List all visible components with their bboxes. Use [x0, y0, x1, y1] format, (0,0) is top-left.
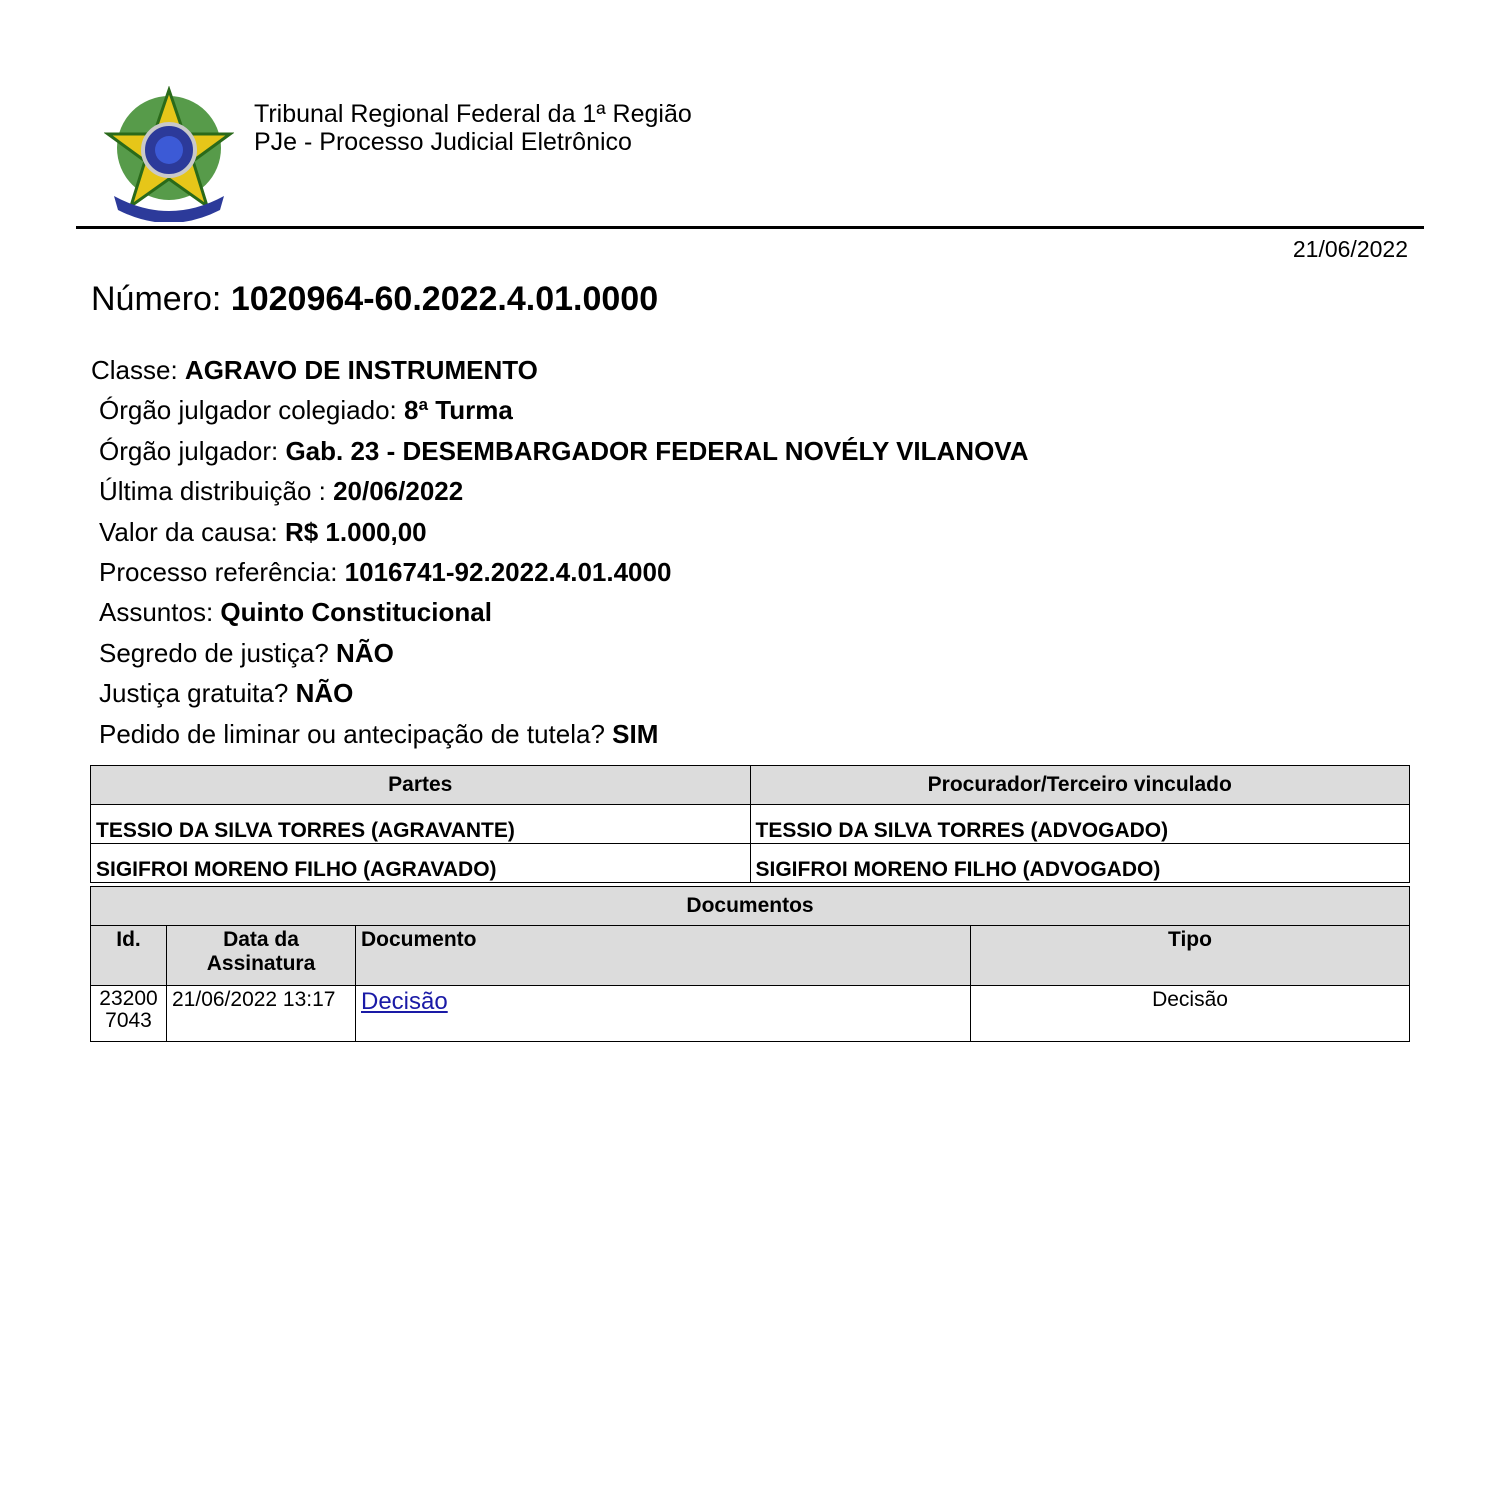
field-label: Classe: — [91, 355, 185, 385]
column-header: Procurador/Terceiro vinculado — [750, 766, 1410, 805]
header — [254, 100, 692, 156]
field-value: 20/06/2022 — [333, 476, 464, 507]
partes-table — [90, 765, 1410, 883]
field-valor-causa — [91, 516, 1029, 556]
documentos-table — [90, 886, 1410, 1042]
table-row — [91, 805, 1410, 844]
field-value: 1016741-92.2022.4.01.4000 — [344, 556, 672, 587]
process-fields — [91, 354, 1029, 758]
process-number-value: 1020964-60.2022.4.01.0000 — [230, 280, 659, 318]
field-value: R$ 1.000,00 — [284, 516, 427, 547]
column-header: Documento — [356, 926, 971, 986]
field-orgao-colegiado — [91, 394, 1029, 434]
document-date: 21/06/2022 — [1292, 236, 1408, 262]
doc-id-part: 7043 — [105, 1009, 152, 1032]
field-segredo-justica — [91, 637, 1029, 677]
doc-id-part: 23200 — [99, 987, 158, 1010]
court-name: Tribunal Regional Federal da 1ª Região — [254, 100, 692, 128]
field-label: Valor da causa: — [99, 516, 285, 547]
field-value: NÃO — [336, 637, 394, 668]
field-classe — [91, 354, 1029, 394]
parte-cell: SIGIFROI MORENO FILHO (AGRAVADO) — [91, 844, 751, 883]
field-pedido-liminar — [91, 718, 1029, 758]
system-name: PJe - Processo Judicial Eletrônico — [254, 128, 632, 156]
field-ultima-distribuicao — [91, 475, 1029, 515]
parte-cell: TESSIO DA SILVA TORRES (AGRAVANTE) — [91, 805, 751, 844]
doc-id-cell — [91, 986, 167, 1042]
field-label: Justiça gratuita? — [99, 678, 296, 709]
column-header: Tipo — [971, 926, 1410, 986]
table-row — [91, 986, 1410, 1042]
doc-type-cell: Decisão — [971, 986, 1410, 1042]
field-value: Quinto Constitucional — [220, 597, 492, 628]
field-label: Pedido de liminar ou antecipação de tutela? — [99, 718, 613, 749]
column-header: Id. — [91, 926, 167, 986]
document-link[interactable]: Decisão — [361, 988, 448, 1015]
process-number — [91, 280, 658, 319]
procurador-cell: TESSIO DA SILVA TORRES (ADVOGADO) — [750, 805, 1410, 844]
field-label: Processo referência: — [99, 556, 345, 587]
brasao-logo — [104, 86, 234, 222]
field-value: AGRAVO DE INSTRUMENTO — [184, 355, 538, 385]
table-row — [91, 844, 1410, 883]
column-header: Partes — [91, 766, 751, 805]
field-label: Última distribuição : — [99, 476, 334, 507]
field-assuntos — [91, 596, 1029, 636]
header-divider — [76, 226, 1424, 229]
field-value: NÃO — [295, 678, 354, 709]
field-label: Assuntos: — [99, 597, 221, 628]
field-processo-referencia — [91, 556, 1029, 596]
column-header: Data da Assinatura — [167, 926, 356, 986]
field-orgao-julgador — [91, 435, 1029, 475]
field-value: Gab. 23 - DESEMBARGADOR FEDERAL NOVÉLY VILANOVA — [285, 435, 1029, 466]
process-number-label: Número: — [91, 280, 231, 318]
doc-date-cell: 21/06/2022 13:17 — [167, 986, 356, 1042]
field-value: 8ª Turma — [403, 395, 513, 426]
field-label: Segredo de justiça? — [99, 637, 337, 668]
field-label: Órgão julgador: — [99, 435, 286, 466]
documentos-title: Documentos — [91, 887, 1410, 926]
doc-name-cell — [356, 986, 971, 1042]
field-label: Órgão julgador colegiado: — [99, 395, 404, 426]
field-justica-gratuita — [91, 677, 1029, 717]
procurador-cell: SIGIFROI MORENO FILHO (ADVOGADO) — [750, 844, 1410, 883]
field-value: SIM — [612, 718, 659, 749]
